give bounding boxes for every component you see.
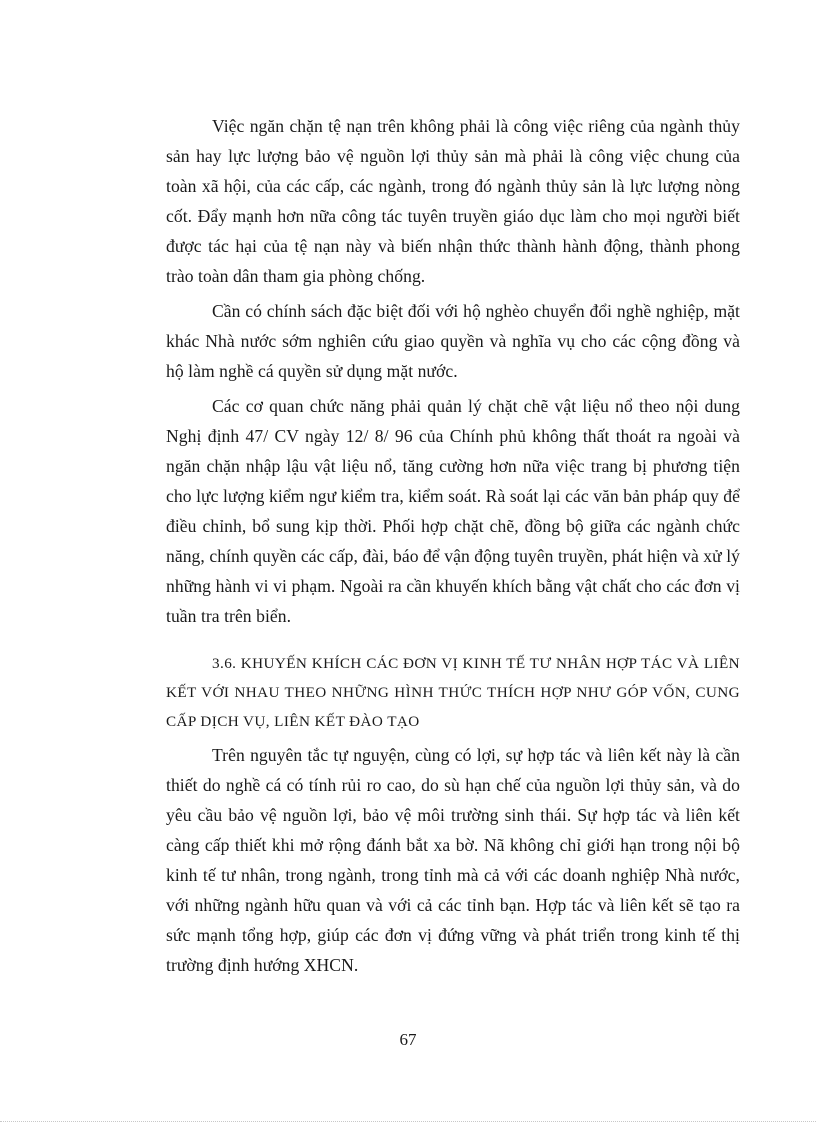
page-bottom-divider [0,1121,816,1122]
paragraph-poor-households-policy: Cần có chính sách đặc biệt đối với hộ nghèo chuyển đổi nghề nghiệp, mặt khác Nhà nước sớm nghiên cứu giao quyền và nghĩa vụ cho các cộng đồng và hộ làm nghề cá quyền sử dụng mặt nước. [166,301,740,381]
section-heading-3-6: 3.6. KHUYẾN KHÍCH CÁC ĐƠN VỊ KINH TẾ TƯ NHÂN HỢP TÁC VÀ LIÊN KẾT VỚI NHAU THEO NHỮNG HÌNH THỨC THÍCH HỢP NHƯ GÓP VỐN, CUNG CẤP DỊCH VỤ, LIÊN KẾT ĐÀO TẠO [166,655,740,730]
page-body [166,111,740,980]
paragraph-cooperation: Trên nguyên tắc tự nguyện, cùng có lợi, sự hợp tác và liên kết này là cần thiết do nghề cá có tính rủi ro cao, do sù hạn chế của nguồn lợi thủy sản, và do yêu cầu bảo vệ nguồn lợi, bảo vệ môi trường sinh thái. Sự hợp tác và liên kết càng cấp thiết khi mở rộng đánh bắt xa bờ. Nã không chỉ giới hạn trong nội bộ kinh tế tư nhân, trong ngành, trong tỉnh mà cả với các doanh nghiệp Nhà nước, với những ngành hữu quan và với cả các tỉnh bạn. Hợp tác và liên kết sẽ tạo ra sức mạnh tổng hợp, giúp các đơn vị đứng vững và phát triển trong kinh tế thị trường định hướng XHCN. [166,745,740,975]
paragraph-drug-prevention: Việc ngăn chặn tệ nạn trên không phải là công việc riêng của ngành thủy sản hay lực lượng bảo vệ nguồn lợi thủy sản mà phải là công việc chung của toàn xã hội, của các cấp, các ngành, trong đó ngành thủy sản là lực lượng nòng cốt. Đẩy mạnh hơn nữa công tác tuyên truyền giáo dục làm cho mọi người biết được tác hại của tệ nạn này và biến nhận thức thành hành động, thành phong trào toàn dân tham gia phòng chống. [166,116,740,286]
paragraph-explosives-control: Các cơ quan chức năng phải quản lý chặt chẽ vật liệu nổ theo nội dung Nghị định 47/ CV ngày 12/ 8/ 96 của Chính phủ không thất thoát ra ngoài và ngăn chặn nhập lậu vật liệu nổ, tăng cường hơn nữa việc trang bị phương tiện cho lực lượng kiểm ngư kiểm tra, kiểm soát. Rà soát lại các văn bản pháp quy để điều chỉnh, bổ sung kịp thời. Phối hợp chặt chẽ, đồng bộ giữa các ngành chức năng, chính quyền các cấp, đài, báo để vận động tuyên truyền, phát hiện và xử lý những hành vi vi phạm. Ngoài ra cần khuyến khích bằng vật chất cho các đơn vị tuần tra trên biển. [166,396,740,626]
page-number: 67 [399,1030,417,1049]
